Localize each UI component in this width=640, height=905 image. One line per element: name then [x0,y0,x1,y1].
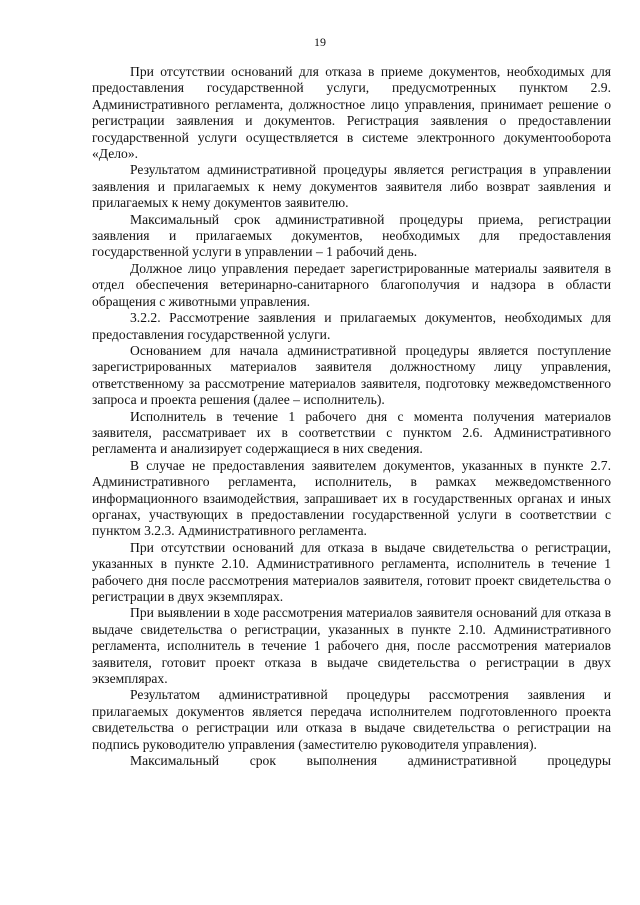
paragraph-certificate-draft: При отсутствии оснований для отказа в выдаче свидетельства о регистрации, указанных в пункте 2.10. Административного регламента, исполнитель в течение 1 рабочего дня после рассмотрения материалов заявителя, готовит проект свидетельства о регистрации в двух экземплярах. [92,539,611,604]
paragraph-refusal-draft: При выявлении в ходе рассмотрения материалов заявителя оснований для отказа в выдаче свидетельства о регистрации, указанных в пункте 2.10. Административного регламента, исполнитель в течение 1 рабочего дня, после рассмотрения материалов заявителя, готовит проект отказа в выдаче свидетельства о регистрации в двух экземплярах. [92,605,611,687]
paragraph-interagency-request: В случае не предоставления заявителем документов, указанных в пункте 2.7. Административного регламента, исполнитель, в рамках межведомственного информационного взаимодействия, запрашивает их в государственных органах и иных органах, участвующих в предоставлении государственной услуги в соответствии с пунктом 3.2.3. Административного регламента. [92,457,611,539]
page-number: 19 [314,35,326,49]
paragraph-transfer-materials: Должное лицо управления передает зарегистрированные материалы заявителя в отдел обеспечения ветеринарно-санитарного благополучия и надзора в области обращения с животными управления. [92,260,611,309]
paragraph-max-term: Максимальный срок выполнения административной процедуры [130,753,611,769]
paragraph-registration-decision: При отсутствии оснований для отказа в приеме документов, необходимых для предоставления государственной услуги, предусмотренных пунктом 2.9. Административного регламента, должностное лицо управления, принимает решение о регистрации заявления и документов. Регистрация заявления о предоставлении государственной услуги осуществляется в системе электронного документооборота «Дело». [92,64,611,162]
paragraph-review-result: Результатом административной процедуры рассмотрения заявления и прилагаемых документов является передача исполнителем подготовленного проекта свидетельства о регистрации или отказа в выдаче свидетельства о регистрации на подпись руководителю управления (заместителю руководителя управления). [92,687,611,752]
paragraph-registration-result: Результатом административной процедуры является регистрация в управлении заявления и прилагаемых к нему документов заявителя либо возврат заявления и прилагаемых к нему документов заявителю. [92,162,611,211]
document-body [92,64,611,769]
paragraph-procedure-basis: Основанием для начала административной процедуры является поступление зарегистрированных материалов заявителя должностному лицу управления, ответственному за рассмотрение материалов заявителя, подготовку межведомственного запроса и проекта решения (далее – исполнитель). [92,342,611,408]
section-heading-3-2-2: 3.2.2. Рассмотрение заявления и прилагаемых документов, необходимых для предоставления государственной услуги. [92,310,611,342]
paragraph-registration-deadline: Максимальный срок административной процедуры приема, регистрации заявления и прилагаемых документов, необходимых для предоставления государственной услуги в управлении – 1 рабочий день. [92,211,611,260]
paragraph-executor-review: Исполнитель в течение 1 рабочего дня с момента получения материалов заявителя, рассматривает их в соответствии с пунктом 2.6. Административного регламента и анализирует содержащиеся в них сведения. [92,408,611,457]
